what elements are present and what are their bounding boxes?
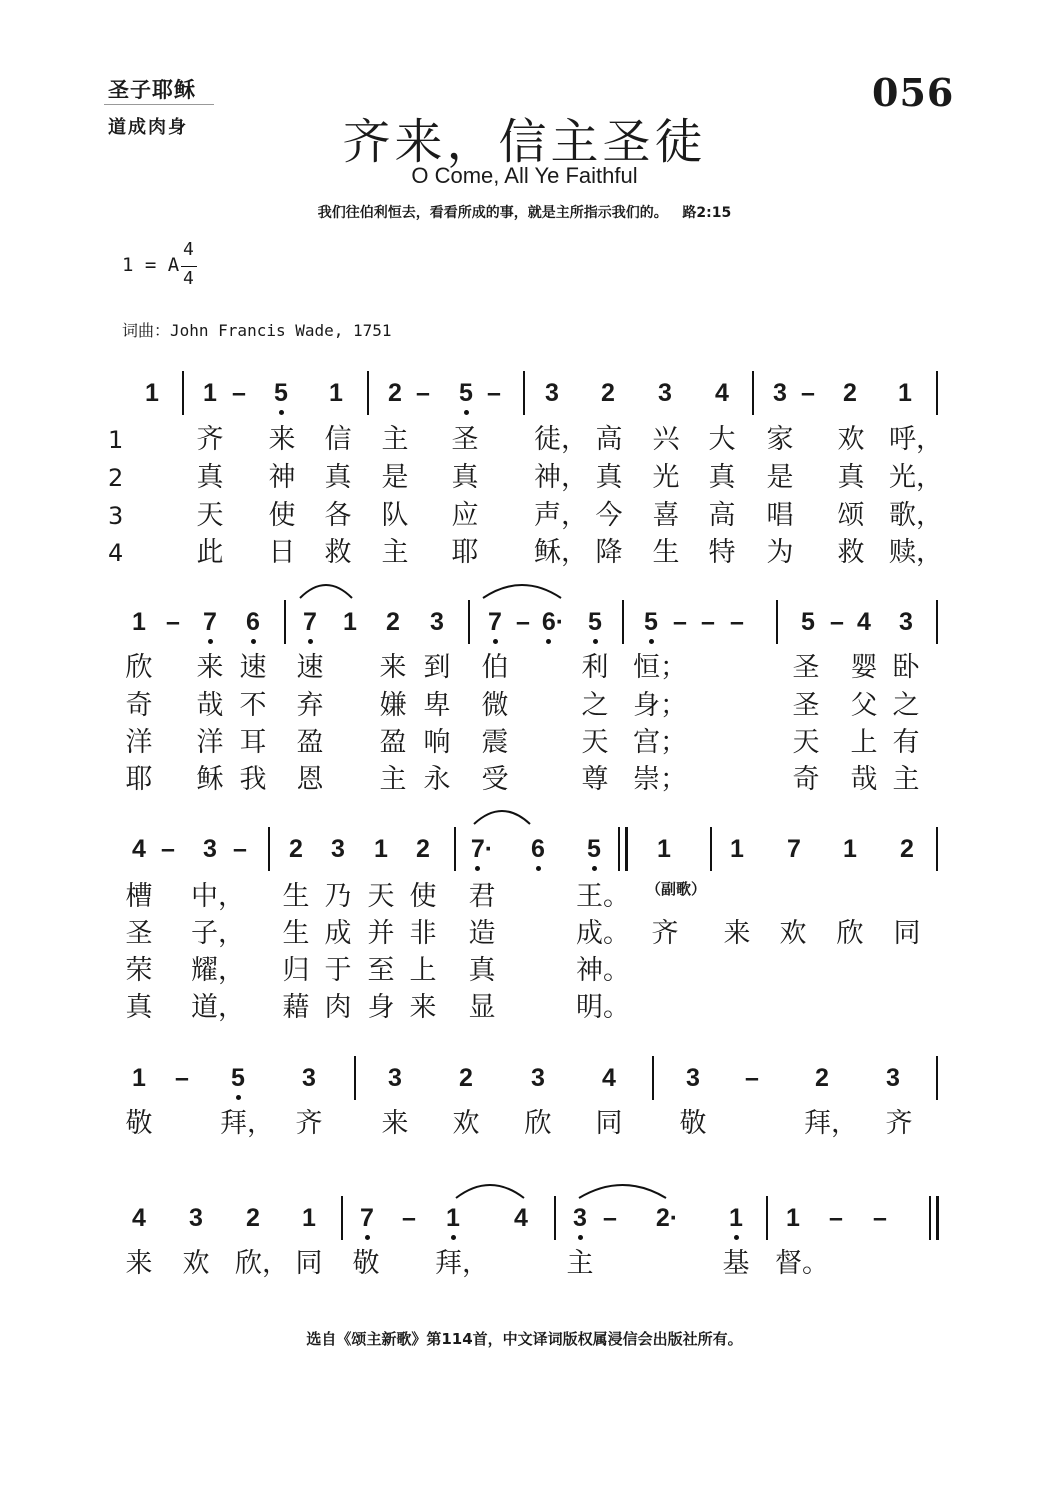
lyric-syllable: 是 xyxy=(766,462,794,493)
note: 3 xyxy=(886,1064,900,1092)
note: 1 xyxy=(729,1204,743,1232)
note: 3 xyxy=(430,608,444,636)
slur xyxy=(579,1185,666,1198)
lyric-syllable: 信 xyxy=(324,424,352,455)
lyric-syllable: 喜 xyxy=(652,500,680,531)
note: 1 xyxy=(843,835,857,863)
lyric-syllable: 敬 xyxy=(352,1248,380,1279)
lyric-syllable: 真 xyxy=(125,992,153,1023)
lyric-syllable: 真 xyxy=(451,462,479,493)
note: 3 xyxy=(773,379,787,407)
note: 3 xyxy=(545,379,559,407)
copyright-footer: 选自《颂主新歌》第114首，中文译词版权属浸信会出版社所有。 xyxy=(306,1330,743,1348)
lyric-syllable: 于 xyxy=(324,955,352,986)
lyric-syllable: 主 xyxy=(566,1248,594,1279)
low-octave-dot xyxy=(536,866,541,871)
lyric-syllable: 圣 xyxy=(792,690,820,721)
double-barline xyxy=(625,827,628,871)
lyric-syllable: 君 xyxy=(468,881,496,912)
note: 2 xyxy=(815,1064,829,1092)
lyric-syllable: 应 xyxy=(451,500,479,531)
low-octave-dot xyxy=(251,639,256,644)
lyric-syllable: 神 xyxy=(268,462,296,493)
lyric-syllable: 天 xyxy=(367,881,395,912)
lyric-syllable: 利 xyxy=(581,652,609,683)
lyric-syllable: 使 xyxy=(409,881,437,912)
note: 3 xyxy=(331,835,345,863)
low-octave-dot xyxy=(308,639,313,644)
lyric-syllable: 拜， xyxy=(220,1108,274,1139)
note: 5 xyxy=(588,608,602,636)
lyric-syllable: 主 xyxy=(381,424,409,455)
hymn-title: 齐来，信主圣徒 xyxy=(342,114,707,170)
lyric-syllable: 速 xyxy=(239,652,267,683)
category-label: 圣子耶稣 xyxy=(108,77,196,102)
lyric-syllable: 特 xyxy=(708,537,736,568)
note: 5 xyxy=(459,379,473,407)
barline xyxy=(766,1196,768,1240)
lyric-syllable: 主 xyxy=(381,537,409,568)
note: 3 xyxy=(302,1064,316,1092)
lyric-syllable: 降 xyxy=(595,537,623,568)
lyric-syllable: 卧 xyxy=(892,652,920,683)
lyric-syllable: 赎， xyxy=(889,537,943,568)
lyric-syllable: 救 xyxy=(837,537,865,568)
verse-number: 1 xyxy=(108,426,124,454)
low-octave-dot xyxy=(493,639,498,644)
barline xyxy=(523,371,525,415)
lyric-syllable: 唱 xyxy=(766,500,794,531)
dash-hold: – xyxy=(487,379,501,407)
barline xyxy=(268,827,270,871)
lyric-syllable: 高 xyxy=(708,500,736,531)
dash-hold: – xyxy=(175,1064,189,1092)
lyric-syllable: 到 xyxy=(423,652,451,683)
double-barline xyxy=(936,1196,939,1240)
lyric-syllable: 兴 xyxy=(652,424,680,455)
lyric-syllable: 日 xyxy=(268,537,296,568)
note: 3 xyxy=(899,608,913,636)
dash-hold: – xyxy=(829,1204,843,1232)
lyric-syllable: 稣， xyxy=(534,537,588,568)
note: 1 xyxy=(132,1064,146,1092)
lyric-syllable: 神， xyxy=(534,462,588,493)
barline xyxy=(182,371,184,415)
note: 2· xyxy=(655,1204,679,1232)
lyric-syllable: 来 xyxy=(381,1108,409,1139)
note: 2 xyxy=(601,379,615,407)
note: 4 xyxy=(602,1064,616,1092)
note: 2 xyxy=(416,835,430,863)
lyric-syllable: 真 xyxy=(708,462,736,493)
lyric-syllable: 呼， xyxy=(889,424,943,455)
lyric-syllable: 圣 xyxy=(451,424,479,455)
barline xyxy=(776,600,778,644)
note: 2 xyxy=(843,379,857,407)
lyric-syllable: 耶 xyxy=(451,537,479,568)
lyric-syllable: 同 xyxy=(295,1248,323,1279)
low-octave-dot xyxy=(236,1095,241,1100)
dash-hold: – xyxy=(830,608,844,636)
barline xyxy=(284,600,286,644)
barline xyxy=(367,371,369,415)
dash-hold: – xyxy=(161,835,175,863)
lyric-syllable: 欢 xyxy=(452,1108,480,1139)
scripture-verse: 我们往伯利恒去，看看所成的事，就是主所指示我们的。 路2:15 xyxy=(317,205,732,221)
lyric-syllable: 天 xyxy=(792,727,820,758)
lyric-syllable: 响 xyxy=(423,727,451,758)
lyric-syllable: 有 xyxy=(892,727,920,758)
slur xyxy=(300,585,352,598)
lyric-syllable: 圣 xyxy=(792,652,820,683)
lyric-syllable: 基 xyxy=(722,1248,750,1279)
note: 1 xyxy=(145,379,159,407)
lyric-syllable: 拜， xyxy=(804,1108,858,1139)
lyric-syllable: 真 xyxy=(595,462,623,493)
lyric-syllable: 大 xyxy=(708,424,736,455)
note: 3 xyxy=(189,1204,203,1232)
low-octave-dot xyxy=(279,410,284,415)
lyric-syllable: 欣 xyxy=(836,918,864,949)
lyric-syllable: 欢 xyxy=(837,424,865,455)
note: 4 xyxy=(514,1204,528,1232)
dash-hold: – xyxy=(745,1064,759,1092)
note: 1 xyxy=(657,835,671,863)
low-octave-dot xyxy=(208,639,213,644)
lyric-syllable: 欣， xyxy=(235,1248,289,1279)
dash-hold: – xyxy=(673,608,687,636)
note: 1 xyxy=(132,608,146,636)
lyric-syllable: 来 xyxy=(409,992,437,1023)
dash-hold: – xyxy=(233,835,247,863)
lyric-syllable: 明。 xyxy=(576,992,630,1023)
double-barline-thin xyxy=(618,827,620,871)
lyric-syllable: 之 xyxy=(892,690,920,721)
lyric-syllable: 今 xyxy=(595,500,623,531)
verse-number: 4 xyxy=(108,539,124,567)
note: 7 xyxy=(488,608,502,636)
time-signature-bar xyxy=(181,266,197,267)
dash-hold: – xyxy=(801,379,815,407)
lyric-syllable: 嫌 xyxy=(379,690,407,721)
note: 5 xyxy=(801,608,815,636)
lyric-syllable: 欣 xyxy=(125,652,153,683)
lyric-syllable: 不 xyxy=(239,690,267,721)
lyric-syllable: 中， xyxy=(191,881,245,912)
lyric-syllable: 洋 xyxy=(196,727,224,758)
note: 2 xyxy=(386,608,400,636)
lyric-syllable: 歌， xyxy=(889,500,943,531)
note: 3 xyxy=(686,1064,700,1092)
lyric-syllable: 欢 xyxy=(182,1248,210,1279)
note: 1 xyxy=(203,379,217,407)
lyric-syllable: 耶 xyxy=(125,764,153,795)
lyric-syllable: 来 xyxy=(379,652,407,683)
lyric-syllable: 颂 xyxy=(837,500,865,531)
low-octave-dot xyxy=(464,410,469,415)
low-octave-dot xyxy=(649,639,654,644)
barline xyxy=(354,1056,356,1100)
slur xyxy=(474,811,530,824)
note: 4 xyxy=(132,1204,146,1232)
lyric-syllable: 奇 xyxy=(792,764,820,795)
note: 4 xyxy=(857,608,871,636)
lyric-syllable: 道， xyxy=(191,992,245,1023)
double-barline-thin xyxy=(929,1196,931,1240)
low-octave-dot xyxy=(451,1235,456,1240)
lyric-syllable: 并 xyxy=(367,918,395,949)
lyric-syllable: 崇； xyxy=(633,764,687,795)
lyric-syllable: 齐 xyxy=(885,1108,913,1139)
note: 3 xyxy=(203,835,217,863)
lyric-syllable: 之 xyxy=(581,690,609,721)
lyric-syllable: 身； xyxy=(633,690,687,721)
verse-number: 3 xyxy=(108,502,124,530)
lyric-syllable: 尊 xyxy=(581,764,609,795)
note: 1 xyxy=(343,608,357,636)
time-signature-top: 4 xyxy=(183,239,194,260)
lyric-syllable: 稣 xyxy=(196,764,224,795)
barline xyxy=(936,1056,938,1100)
lyric-syllable: 队 xyxy=(381,500,409,531)
lyric-syllable: 生 xyxy=(282,918,310,949)
note: 7· xyxy=(470,835,494,863)
lyric-syllable: 齐 xyxy=(295,1108,323,1139)
lyric-syllable: 恩 xyxy=(296,764,324,795)
subcategory-label: 道成肉身 xyxy=(108,117,188,138)
low-octave-dot xyxy=(365,1235,370,1240)
lyric-syllable: 齐 xyxy=(196,424,224,455)
lyric-syllable: 盈 xyxy=(379,727,407,758)
lyric-syllable: 父 xyxy=(850,690,878,721)
dash-hold: – xyxy=(701,608,715,636)
low-octave-dot xyxy=(546,639,551,644)
lyric-syllable: 微 xyxy=(481,690,509,721)
lyric-syllable: 耳 xyxy=(239,727,267,758)
dash-hold: – xyxy=(166,608,180,636)
dash-hold: – xyxy=(516,608,530,636)
barline xyxy=(936,600,938,644)
note: 1 xyxy=(374,835,388,863)
lyric-syllable: 非 xyxy=(409,918,437,949)
author-credit: 词曲：John Francis Wade, 1751 xyxy=(122,321,392,340)
dash-hold: – xyxy=(416,379,430,407)
note: 1 xyxy=(786,1204,800,1232)
lyric-syllable: 救 xyxy=(324,537,352,568)
lyric-syllable: 来 xyxy=(268,424,296,455)
lyric-syllable: 宫； xyxy=(633,727,687,758)
note: 7 xyxy=(203,608,217,636)
lyric-syllable: 来 xyxy=(125,1248,153,1279)
lyric-syllable: 敬 xyxy=(125,1108,153,1139)
lyric-syllable: 弃 xyxy=(296,690,324,721)
lyric-syllable: 欣 xyxy=(524,1108,552,1139)
note: 7 xyxy=(360,1204,374,1232)
lyric-syllable: 造 xyxy=(468,918,496,949)
lyric-syllable: 高 xyxy=(595,424,623,455)
lyric-syllable: 徒， xyxy=(534,424,588,455)
note: 7 xyxy=(303,608,317,636)
lyric-syllable: 槽 xyxy=(125,881,153,912)
lyric-syllable: 生 xyxy=(652,537,680,568)
barline xyxy=(454,827,456,871)
lyric-syllable: 上 xyxy=(850,727,878,758)
lyric-syllable: 伯 xyxy=(481,652,509,683)
lyric-syllable: 盈 xyxy=(296,727,324,758)
lyric-syllable: 督。 xyxy=(775,1248,829,1279)
lyric-syllable: 成 xyxy=(324,918,352,949)
lyric-syllable: 荣 xyxy=(125,955,153,986)
low-octave-dot xyxy=(734,1235,739,1240)
low-octave-dot xyxy=(475,866,480,871)
lyric-syllable: 哉 xyxy=(196,690,224,721)
lyric-syllable: 使 xyxy=(268,500,296,531)
note: 2 xyxy=(246,1204,260,1232)
lyric-syllable: 身 xyxy=(367,992,395,1023)
note: 1 xyxy=(730,835,744,863)
lyric-syllable: 受 xyxy=(481,764,509,795)
barline xyxy=(622,600,624,644)
lyric-syllable: 永 xyxy=(423,764,451,795)
lyric-syllable: 速 xyxy=(296,652,324,683)
lyric-syllable: 为 xyxy=(766,537,794,568)
slur xyxy=(456,1185,524,1198)
dash-hold: – xyxy=(730,608,744,636)
lyric-syllable: 来 xyxy=(723,918,751,949)
lyric-syllable: 婴 xyxy=(850,652,878,683)
lyric-syllable: 天 xyxy=(581,727,609,758)
lyric-syllable: 主 xyxy=(892,764,920,795)
dash-hold: – xyxy=(402,1204,416,1232)
note: 5 xyxy=(231,1064,245,1092)
note: 7 xyxy=(787,835,801,863)
lyric-syllable: 真 xyxy=(324,462,352,493)
lyric-syllable: 各 xyxy=(324,500,352,531)
hymn-number: 056 xyxy=(872,70,955,115)
lyric-syllable: 上 xyxy=(409,955,437,986)
hymn-title-english: O Come, All Ye Faithful xyxy=(411,163,638,188)
lyric-syllable: 哉 xyxy=(850,764,878,795)
lyric-syllable: 圣 xyxy=(125,918,153,949)
lyric-syllable: 齐 xyxy=(651,918,679,949)
lyric-syllable: 显 xyxy=(468,992,496,1023)
barline xyxy=(936,371,938,415)
lyric-syllable: 真 xyxy=(468,955,496,986)
note: 2 xyxy=(459,1064,473,1092)
lyric-syllable: 乃 xyxy=(324,881,352,912)
note: 3 xyxy=(531,1064,545,1092)
note: 5 xyxy=(587,835,601,863)
slur xyxy=(483,585,561,598)
note: 5 xyxy=(274,379,288,407)
note: 2 xyxy=(289,835,303,863)
lyric-syllable: 声， xyxy=(534,500,588,531)
lyric-syllable: 至 xyxy=(367,955,395,986)
lyric-syllable: 同 xyxy=(595,1108,623,1139)
lyric-syllable: 真 xyxy=(837,462,865,493)
lyric-syllable: 耀， xyxy=(191,955,245,986)
lyric-syllable: 震 xyxy=(481,727,509,758)
lyric-syllable: 卑 xyxy=(423,690,451,721)
lyric-syllable: 家 xyxy=(766,424,794,455)
low-octave-dot xyxy=(578,1235,583,1240)
note: 4 xyxy=(715,379,729,407)
dash-hold: – xyxy=(603,1204,617,1232)
lyric-syllable: 同 xyxy=(893,918,921,949)
lyric-syllable: 肉 xyxy=(324,992,352,1023)
note: 3 xyxy=(658,379,672,407)
barline xyxy=(554,1196,556,1240)
lyric-syllable: 天 xyxy=(196,500,224,531)
note: 1 xyxy=(446,1204,460,1232)
note: 6 xyxy=(531,835,545,863)
note: 6 xyxy=(246,608,260,636)
note: 3 xyxy=(388,1064,402,1092)
lyric-syllable: 光 xyxy=(652,462,680,493)
note: 1 xyxy=(329,379,343,407)
lyric-syllable: 奇 xyxy=(125,690,153,721)
lyric-syllable: 藉 xyxy=(282,992,310,1023)
lyric-syllable: 成。 xyxy=(576,918,630,949)
note: 6· xyxy=(541,608,565,636)
refrain-marker: （副歌） xyxy=(646,880,707,898)
lyric-syllable: 归 xyxy=(282,955,310,986)
barline xyxy=(341,1196,343,1240)
lyric-syllable: 是 xyxy=(381,462,409,493)
time-signature-bottom: 4 xyxy=(183,268,194,289)
dash-hold: – xyxy=(873,1204,887,1232)
lyric-syllable: 真 xyxy=(196,462,224,493)
note: 2 xyxy=(388,379,402,407)
lyric-syllable: 神。 xyxy=(576,955,630,986)
lyric-syllable: 我 xyxy=(239,764,267,795)
lyric-syllable: 此 xyxy=(196,537,224,568)
barline xyxy=(468,600,470,644)
note: 1 xyxy=(302,1204,316,1232)
lyric-syllable: 欢 xyxy=(779,918,807,949)
lyric-syllable: 子， xyxy=(191,918,245,949)
low-octave-dot xyxy=(593,639,598,644)
lyric-syllable: 主 xyxy=(379,764,407,795)
verse-number: 2 xyxy=(108,464,124,492)
note: 3 xyxy=(573,1204,587,1232)
key-signature: 1 = A xyxy=(122,254,180,276)
lyric-syllable: 来 xyxy=(196,652,224,683)
note: 4 xyxy=(132,835,146,863)
dash-hold: – xyxy=(232,379,246,407)
lyric-syllable: 拜， xyxy=(435,1248,489,1279)
barline xyxy=(710,827,712,871)
lyric-syllable: 洋 xyxy=(125,727,153,758)
lyric-syllable: 敬 xyxy=(679,1108,707,1139)
note: 2 xyxy=(900,835,914,863)
barline xyxy=(752,371,754,415)
lyric-syllable: 光， xyxy=(889,462,943,493)
lyric-syllable: 王。 xyxy=(576,881,630,912)
note: 1 xyxy=(898,379,912,407)
barline xyxy=(936,827,938,871)
lyric-syllable: 生 xyxy=(282,881,310,912)
low-octave-dot xyxy=(592,866,597,871)
lyric-syllable: 恒； xyxy=(633,652,687,683)
barline xyxy=(652,1056,654,1100)
note: 5 xyxy=(644,608,658,636)
